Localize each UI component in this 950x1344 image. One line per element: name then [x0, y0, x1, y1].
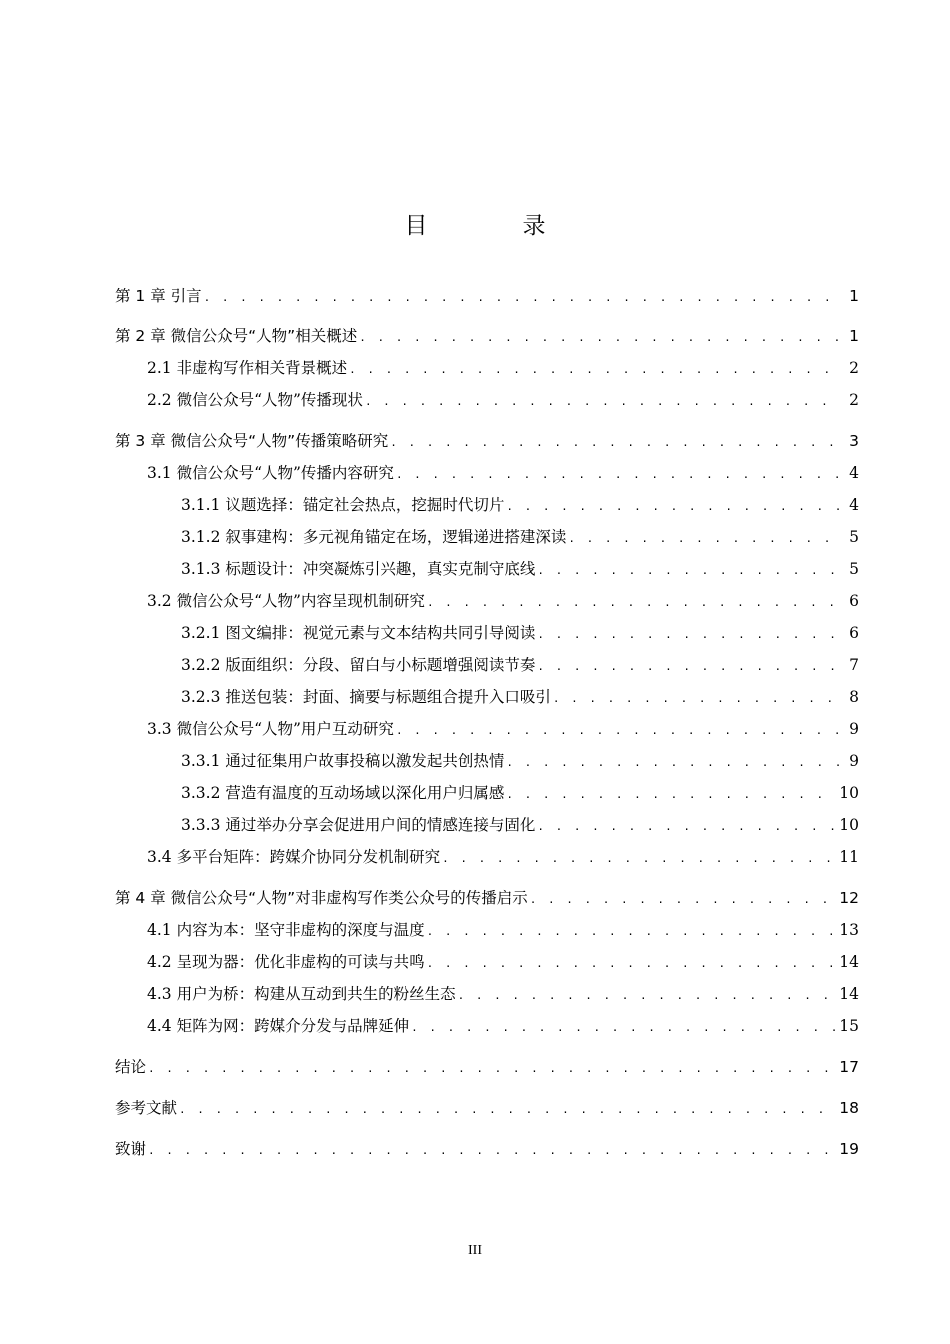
toc-entry-label: 第 3 章 微信公众号“人物”传播策略研究	[115, 432, 389, 450]
toc-entry[interactable]	[147, 918, 859, 940]
toc-entry-page: 1	[849, 327, 859, 345]
toc-entry-label: 结论	[115, 1058, 147, 1076]
toc-entry[interactable]	[115, 886, 859, 908]
toc-leader-dots	[349, 363, 841, 376]
toc-entry[interactable]	[147, 1014, 859, 1036]
toc-entry-page: 6	[849, 592, 859, 610]
toc-entry-page: 12	[839, 889, 859, 907]
toc-entry[interactable]	[147, 356, 859, 378]
toc-leader-dots	[506, 788, 835, 801]
toc-leader-dots	[458, 989, 836, 1002]
toc-leader-dots	[530, 893, 836, 906]
toc-entry[interactable]	[147, 589, 859, 611]
toc-entry-label: 2.1 非虚构写作相关背景概述	[147, 359, 348, 377]
toc-entry-label: 2.2 微信公众号“人物”传播现状	[147, 391, 363, 409]
toc-entry-label: 3.3.2 营造有温度的互动场域以深化用户归属感	[181, 784, 505, 802]
toc-leader-dots	[537, 628, 841, 641]
toc-leader-dots	[537, 660, 841, 673]
toc-entry[interactable]	[115, 324, 859, 346]
toc-entry-page: 2	[849, 391, 859, 409]
toc-entry-page: 19	[839, 1140, 859, 1158]
toc-entry-page: 18	[839, 1099, 859, 1117]
toc-leader-dots	[427, 957, 836, 970]
toc-leader-dots	[427, 925, 836, 938]
toc-entry-label: 4.4 矩阵为网：跨媒介分发与品牌延伸	[147, 1017, 410, 1035]
toc-entry[interactable]	[147, 717, 859, 739]
toc-entry[interactable]	[181, 685, 859, 707]
toc-entry-page: 3	[849, 432, 859, 450]
toc-entry[interactable]	[147, 982, 859, 1004]
toc-entry-label: 3.2 微信公众号“人物”内容呈现机制研究	[147, 592, 425, 610]
page-number: III	[468, 1243, 482, 1258]
toc-entry-page: 1	[849, 287, 859, 305]
toc-entry-label: 4.3 用户为桥：构建从互动到共生的粉丝生态	[147, 985, 456, 1003]
toc-entry[interactable]	[181, 749, 859, 771]
toc-leader-dots	[568, 532, 841, 545]
toc-leader-dots	[411, 1021, 835, 1034]
toc-entry-label: 4.2 呈现为器：优化非虚构的可读与共鸣	[147, 953, 425, 971]
toc-entry[interactable]	[181, 557, 859, 579]
toc-leader-dots	[204, 291, 841, 304]
toc-entry-page: 9	[849, 720, 859, 738]
toc-entry[interactable]	[181, 781, 859, 803]
toc-entry[interactable]	[115, 284, 859, 306]
toc-entry[interactable]	[147, 845, 859, 867]
toc-leader-dots	[148, 1144, 835, 1157]
toc-entry-label: 第 1 章 引言	[115, 287, 202, 305]
toc-entry[interactable]	[181, 813, 859, 835]
toc-leader-dots	[396, 468, 841, 481]
toc-entry[interactable]	[115, 1055, 859, 1077]
toc-entry-page: 5	[849, 560, 859, 578]
toc-entry-label: 致谢	[115, 1140, 147, 1158]
toc-entry-label: 3.1.3 标题设计：冲突凝炼引兴趣，真实克制守底线	[181, 560, 536, 578]
toc-leader-dots	[396, 724, 841, 737]
toc-leader-dots	[506, 500, 841, 513]
toc-entry[interactable]	[115, 1096, 859, 1118]
toc-leader-dots	[506, 756, 841, 769]
toc-entry-label: 3.3.3 通过举办分享会促进用户间的情感连接与固化	[181, 816, 536, 834]
toc-entry-page: 8	[849, 688, 859, 706]
toc-title: 目 录	[404, 213, 582, 239]
toc-entry-label: 3.1.1 议题选择：锚定社会热点，挖掘时代切片	[181, 496, 505, 514]
toc-leader-dots	[390, 436, 841, 449]
toc-entry-page: 13	[839, 921, 859, 939]
toc-entry[interactable]	[147, 388, 859, 410]
toc-leader-dots	[537, 564, 841, 577]
toc-entry-page: 4	[849, 496, 859, 514]
toc-entry[interactable]	[181, 493, 859, 515]
toc-entry-page: 5	[849, 528, 859, 546]
toc-entry[interactable]	[147, 461, 859, 483]
toc-entry-page: 7	[849, 656, 859, 674]
toc-entry-page: 10	[839, 784, 859, 802]
toc-entry-label: 3.1.2 叙事建构：多元视角锚定在场，逻辑递进搭建深读	[181, 528, 567, 546]
toc-entry[interactable]	[181, 653, 859, 675]
toc-leader-dots	[427, 596, 841, 609]
toc-entry-label: 参考文献	[115, 1099, 178, 1117]
toc-entry-label: 3.4 多平台矩阵：跨媒介协同分发机制研究	[147, 848, 441, 866]
toc-entry-label: 3.1 微信公众号“人物”传播内容研究	[147, 464, 394, 482]
toc-entry-page: 17	[839, 1058, 859, 1076]
toc-entry-page: 6	[849, 624, 859, 642]
toc-leader-dots	[148, 1062, 835, 1075]
toc-entry-page: 15	[839, 1017, 859, 1035]
toc-leader-dots	[537, 820, 835, 833]
toc-entry[interactable]	[181, 525, 859, 547]
toc-leader-dots	[365, 395, 841, 408]
toc-entry-page: 14	[839, 985, 859, 1003]
toc-entry-label: 4.1 内容为本：坚守非虚构的深度与温度	[147, 921, 425, 939]
toc-entry[interactable]	[115, 429, 859, 451]
toc-leader-dots	[359, 331, 841, 344]
toc-entry-page: 2	[849, 359, 859, 377]
toc-leader-dots	[179, 1103, 835, 1116]
toc-entry-page: 14	[839, 953, 859, 971]
toc-entry[interactable]	[181, 621, 859, 643]
toc-entry-label: 第 2 章 微信公众号“人物”相关概述	[115, 327, 358, 345]
toc-entry-label: 3.3.1 通过征集用户故事投稿以激发起共创热情	[181, 752, 505, 770]
toc-entry-label: 3.2.3 推送包装：封面、摘要与标题组合提升入口吸引	[181, 688, 551, 706]
toc-entry-label: 3.2.2 版面组织：分段、留白与小标题增强阅读节奏	[181, 656, 536, 674]
toc-leader-dots	[553, 692, 841, 705]
toc-entry-page: 11	[839, 848, 859, 866]
toc-leader-dots	[442, 852, 835, 865]
toc-entry[interactable]	[147, 950, 859, 972]
toc-entry-page: 10	[839, 816, 859, 834]
toc-entry-page: 9	[849, 752, 859, 770]
toc-entry-page: 4	[849, 464, 859, 482]
toc-entry-label: 第 4 章 微信公众号“人物”对非虚构写作类公众号的传播启示	[115, 889, 528, 907]
toc-entry-label: 3.3 微信公众号“人物”用户互动研究	[147, 720, 394, 738]
toc-entry[interactable]	[115, 1137, 859, 1159]
toc-entry-label: 3.2.1 图文编排：视觉元素与文本结构共同引导阅读	[181, 624, 536, 642]
